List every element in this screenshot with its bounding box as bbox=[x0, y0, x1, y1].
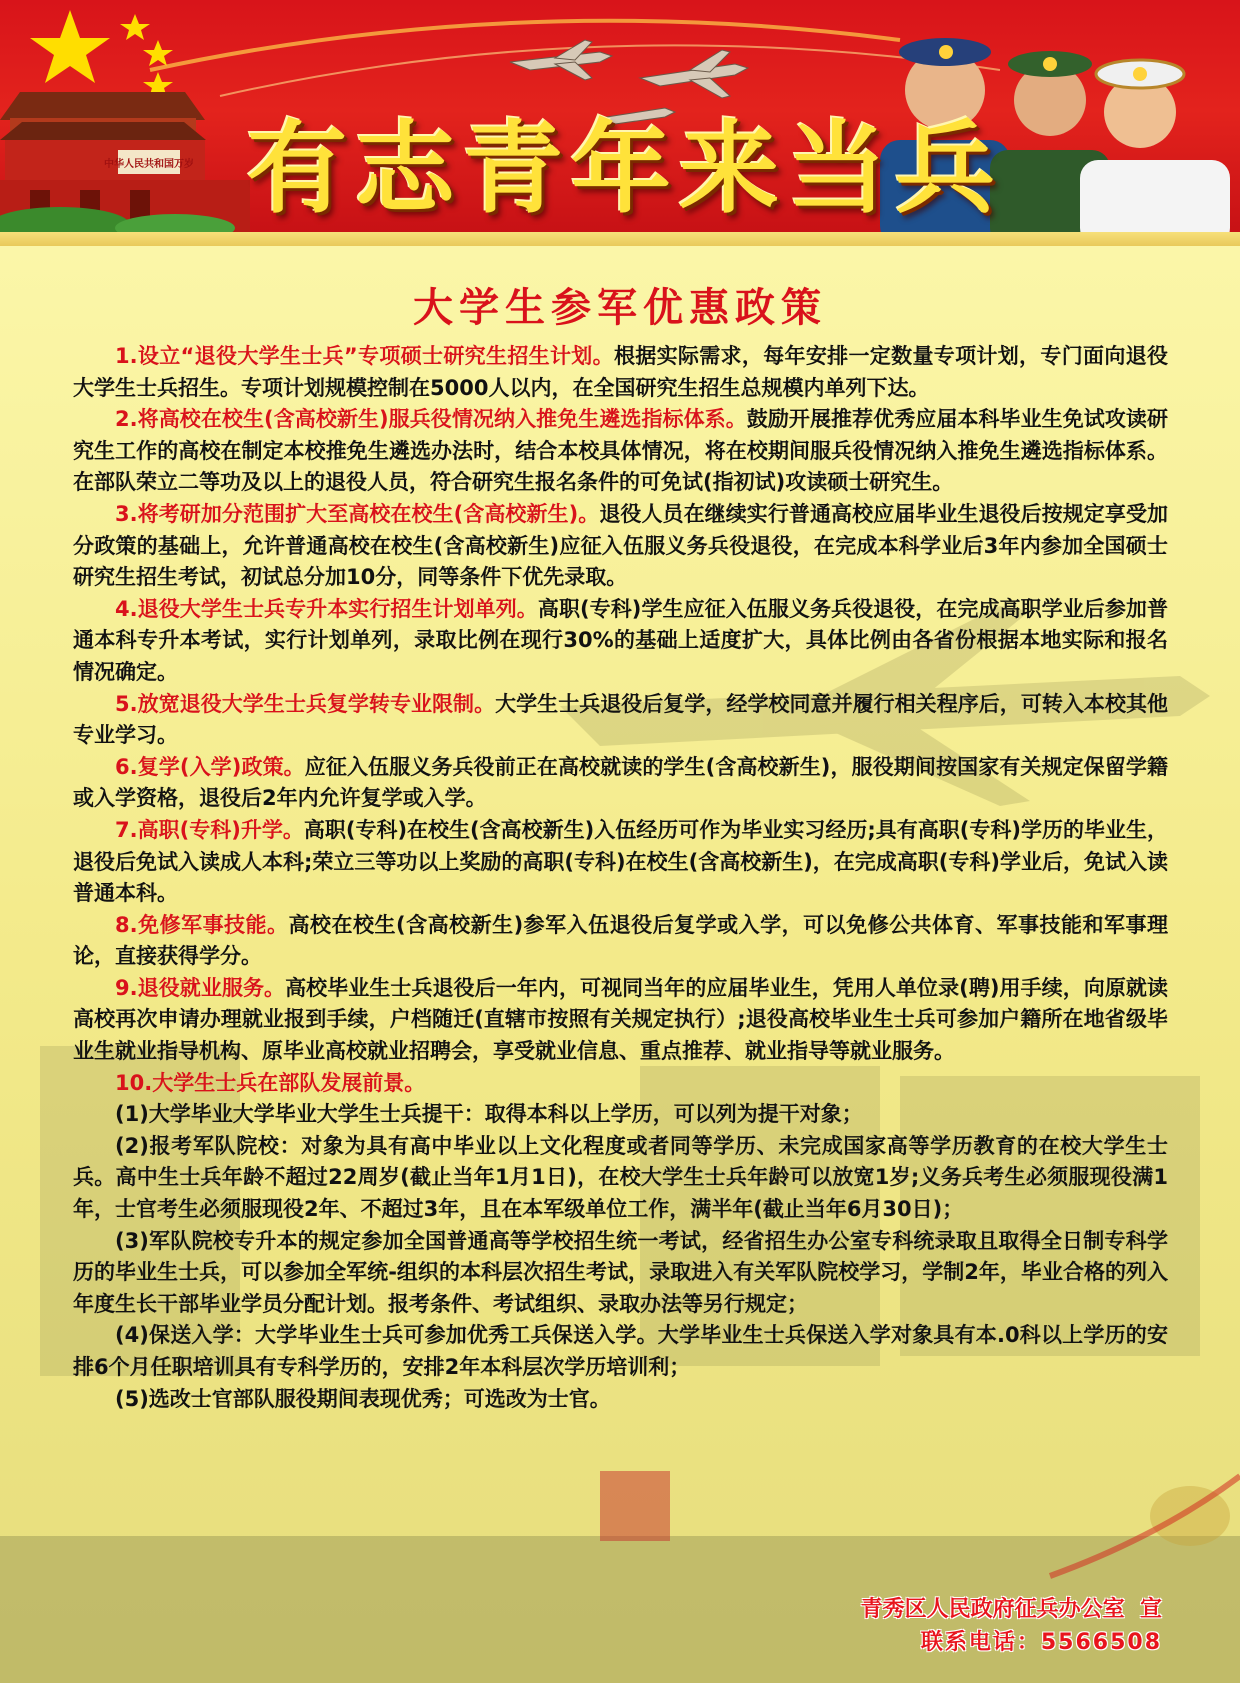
policy-item bbox=[73, 341, 1168, 404]
policy-item bbox=[73, 689, 1168, 752]
prospect-item: (2)报考军队院校：对象为具有高中毕业以上文化程度或者同等学历、未完成国家高等学历教育的在校大学生士兵。高中生士兵年龄不超过22周岁(截止当年1月1日)，在校大学生士兵年龄可以放宽1岁;义务兵考生必须服现役满1年，士官考生必须服现役2年、不超过3年，且在本军级单位工作，满半年(截止当年6月30日)； bbox=[73, 1133, 1168, 1222]
policy-body: 大学生士兵退役后复学，经学校同意并履行相关程序后，可转入本校其他专业学习。 bbox=[73, 691, 1168, 748]
policy-body: 鼓励开展推荐优秀应届本科毕业生免试攻读研究生工作的高校在制定本校推免生遴选办法时，结合本校具体情况，将在校期间服兵役情况纳入推免生遴选指标体系。在部队荣立二等功及以上的退役人员，符合研究生报名条件的可免试(指初试)攻读硕士研究生。 bbox=[73, 407, 1168, 495]
policy-item bbox=[73, 910, 1168, 973]
prospect-item: (1)大学毕业大学毕业大学生士兵提干：取得本科以上学历，可以列为提干对象； bbox=[115, 1102, 863, 1127]
contact-phone: 联系电话：5566508 bbox=[920, 1630, 1162, 1655]
policy-item bbox=[73, 815, 1168, 910]
footer bbox=[861, 1593, 1162, 1659]
fighter-jet-icon bbox=[640, 50, 748, 98]
gate-plaque: 中华人民共和国万岁 bbox=[104, 159, 194, 170]
issuer-text: 青秀区人民政府征兵办公室 宣 bbox=[860, 1597, 1162, 1622]
policy-body: 应征入伍服义务兵役前正在高校就读的学生(含高校新生)，服役期间按国家有关规定保留学籍或入学资格，退役后2年内允许复学或入学。 bbox=[73, 754, 1168, 811]
flag-big-star-icon bbox=[30, 10, 110, 83]
headline: 有志青年来当兵 bbox=[247, 110, 1003, 227]
policy-heading: 10.大学生士兵在部队发展前景。 bbox=[115, 1070, 426, 1095]
banner-gold-edge bbox=[0, 232, 1240, 246]
policy-item bbox=[73, 404, 1168, 499]
policy-body: 高校在校生(含高校新生)参军入伍退役后复学或入学，可以免修公共体育、军事技能和军事理论，直接获得学分。 bbox=[73, 912, 1168, 969]
red-flag-shape bbox=[600, 1471, 670, 1541]
policy-body: 高职(专科)在校生(含高校新生)入伍经历可作为毕业实习经历;具有高职(专科)学历的毕业生，退役后免试入读成人本科;荣立三等功以上奖励的高职(专科)在校生(含高校新生)，在完成高职(专科)学业后，免试入读普通本科。 bbox=[73, 817, 1168, 906]
policy-body: 退役人员在继续实行普通高校应届毕业生退役后按规定享受加分政策的基础上，允许普通高校在校生(含高校新生)应征入伍服义务兵役退役，在完成本科学业后3年内参加全国硕士研究生招生考试，初试总分加10分，同等条件下优先录取。 bbox=[73, 501, 1168, 590]
policy-heading: 6.复学(入学)政策。 bbox=[115, 754, 305, 779]
policy-heading: 8.免修军事技能。 bbox=[115, 912, 289, 937]
policy-item bbox=[73, 499, 1168, 594]
policy-heading: 7.高职(专科)升学。 bbox=[115, 817, 304, 842]
section-title: 大学生参军优惠政策 bbox=[413, 285, 827, 331]
policy-heading: 5.放宽退役大学生士兵复学转专业限制。 bbox=[115, 691, 496, 716]
flag-small-star-icon bbox=[143, 40, 173, 66]
policy-body: 高校毕业生士兵退役后一年内，可视同当年的应届毕业生，凭用人单位录(聘)用手续，向原就读高校再次申请办理就业报到手续，户档随迁(直辖市按照有关规定执行）;退役高校毕业生士兵可参加户籍所在地省级毕业生就业指导机构、原毕业高校就业招聘会，享受就业信息、重点推荐、就业指导等就业服务。 bbox=[73, 975, 1168, 1064]
policy-heading: 1.设立“退役大学生士兵”专项硕士研究生招生计划。 bbox=[115, 344, 614, 368]
policy-body: 根据实际需求，每年安排一定数量专项计划，专门面向退役大学生士兵招生。专项计划规模控制在5000人以内，在全国研究生招生总规模内单列下达。 bbox=[73, 344, 1168, 400]
policy-item bbox=[73, 594, 1168, 689]
policy-content bbox=[73, 341, 1168, 1415]
prospect-item: (3)军队院校专升本的规定参加全国普通高等学校招生统一考试，经省招生办公室专科统录取且取得全日制专科学历的毕业生士兵，可以参加全军统-组织的本科层次招生考试，录取进入有关军队院校学习，学制2年，毕业合格的列入年度生长干部毕业学员分配计划。报考条件、考试组织、录取办法等另行规定； bbox=[73, 1228, 1168, 1316]
policy-item bbox=[73, 752, 1168, 815]
policy-heading: 9.退役就业服务。 bbox=[115, 975, 286, 1000]
policy-body: 高职(专科)学生应征入伍服义务兵役退役，在完成高职学业后参加普通本科专升本考试，实行计划单列，录取比例在现行30%的基础上适度扩大，具体比例由各省份根据本地实际和报名情况确定。 bbox=[73, 596, 1168, 684]
header-banner bbox=[0, 0, 1240, 246]
prospect-item: (4)保送入学：大学毕业生士兵可参加优秀工兵保送入学。大学毕业生士兵保送入学对象具有本.0科以上学历的安排6个月任职培训具有专科学历的，安排2年本科层次学历培训利； bbox=[73, 1323, 1168, 1379]
policy-heading: 2.将高校在校生(含高校新生)服兵役情况纳入推免生遴选指标体系。 bbox=[115, 407, 747, 432]
policy-heading: 3.将考研加分范围扩大至高校在校生(含高校新生)。 bbox=[115, 501, 600, 526]
policy-item bbox=[73, 1068, 1168, 1100]
gold-ribbon-streak bbox=[220, 45, 1000, 96]
flag-small-star-icon bbox=[120, 14, 150, 40]
prospect-item: (5)选改士官部队服役期间表现优秀；可选改为士官。 bbox=[115, 1386, 611, 1411]
policy-item bbox=[73, 973, 1168, 1068]
policy-heading: 4.退役大学生士兵专升本实行招生计划单列。 bbox=[115, 596, 538, 621]
